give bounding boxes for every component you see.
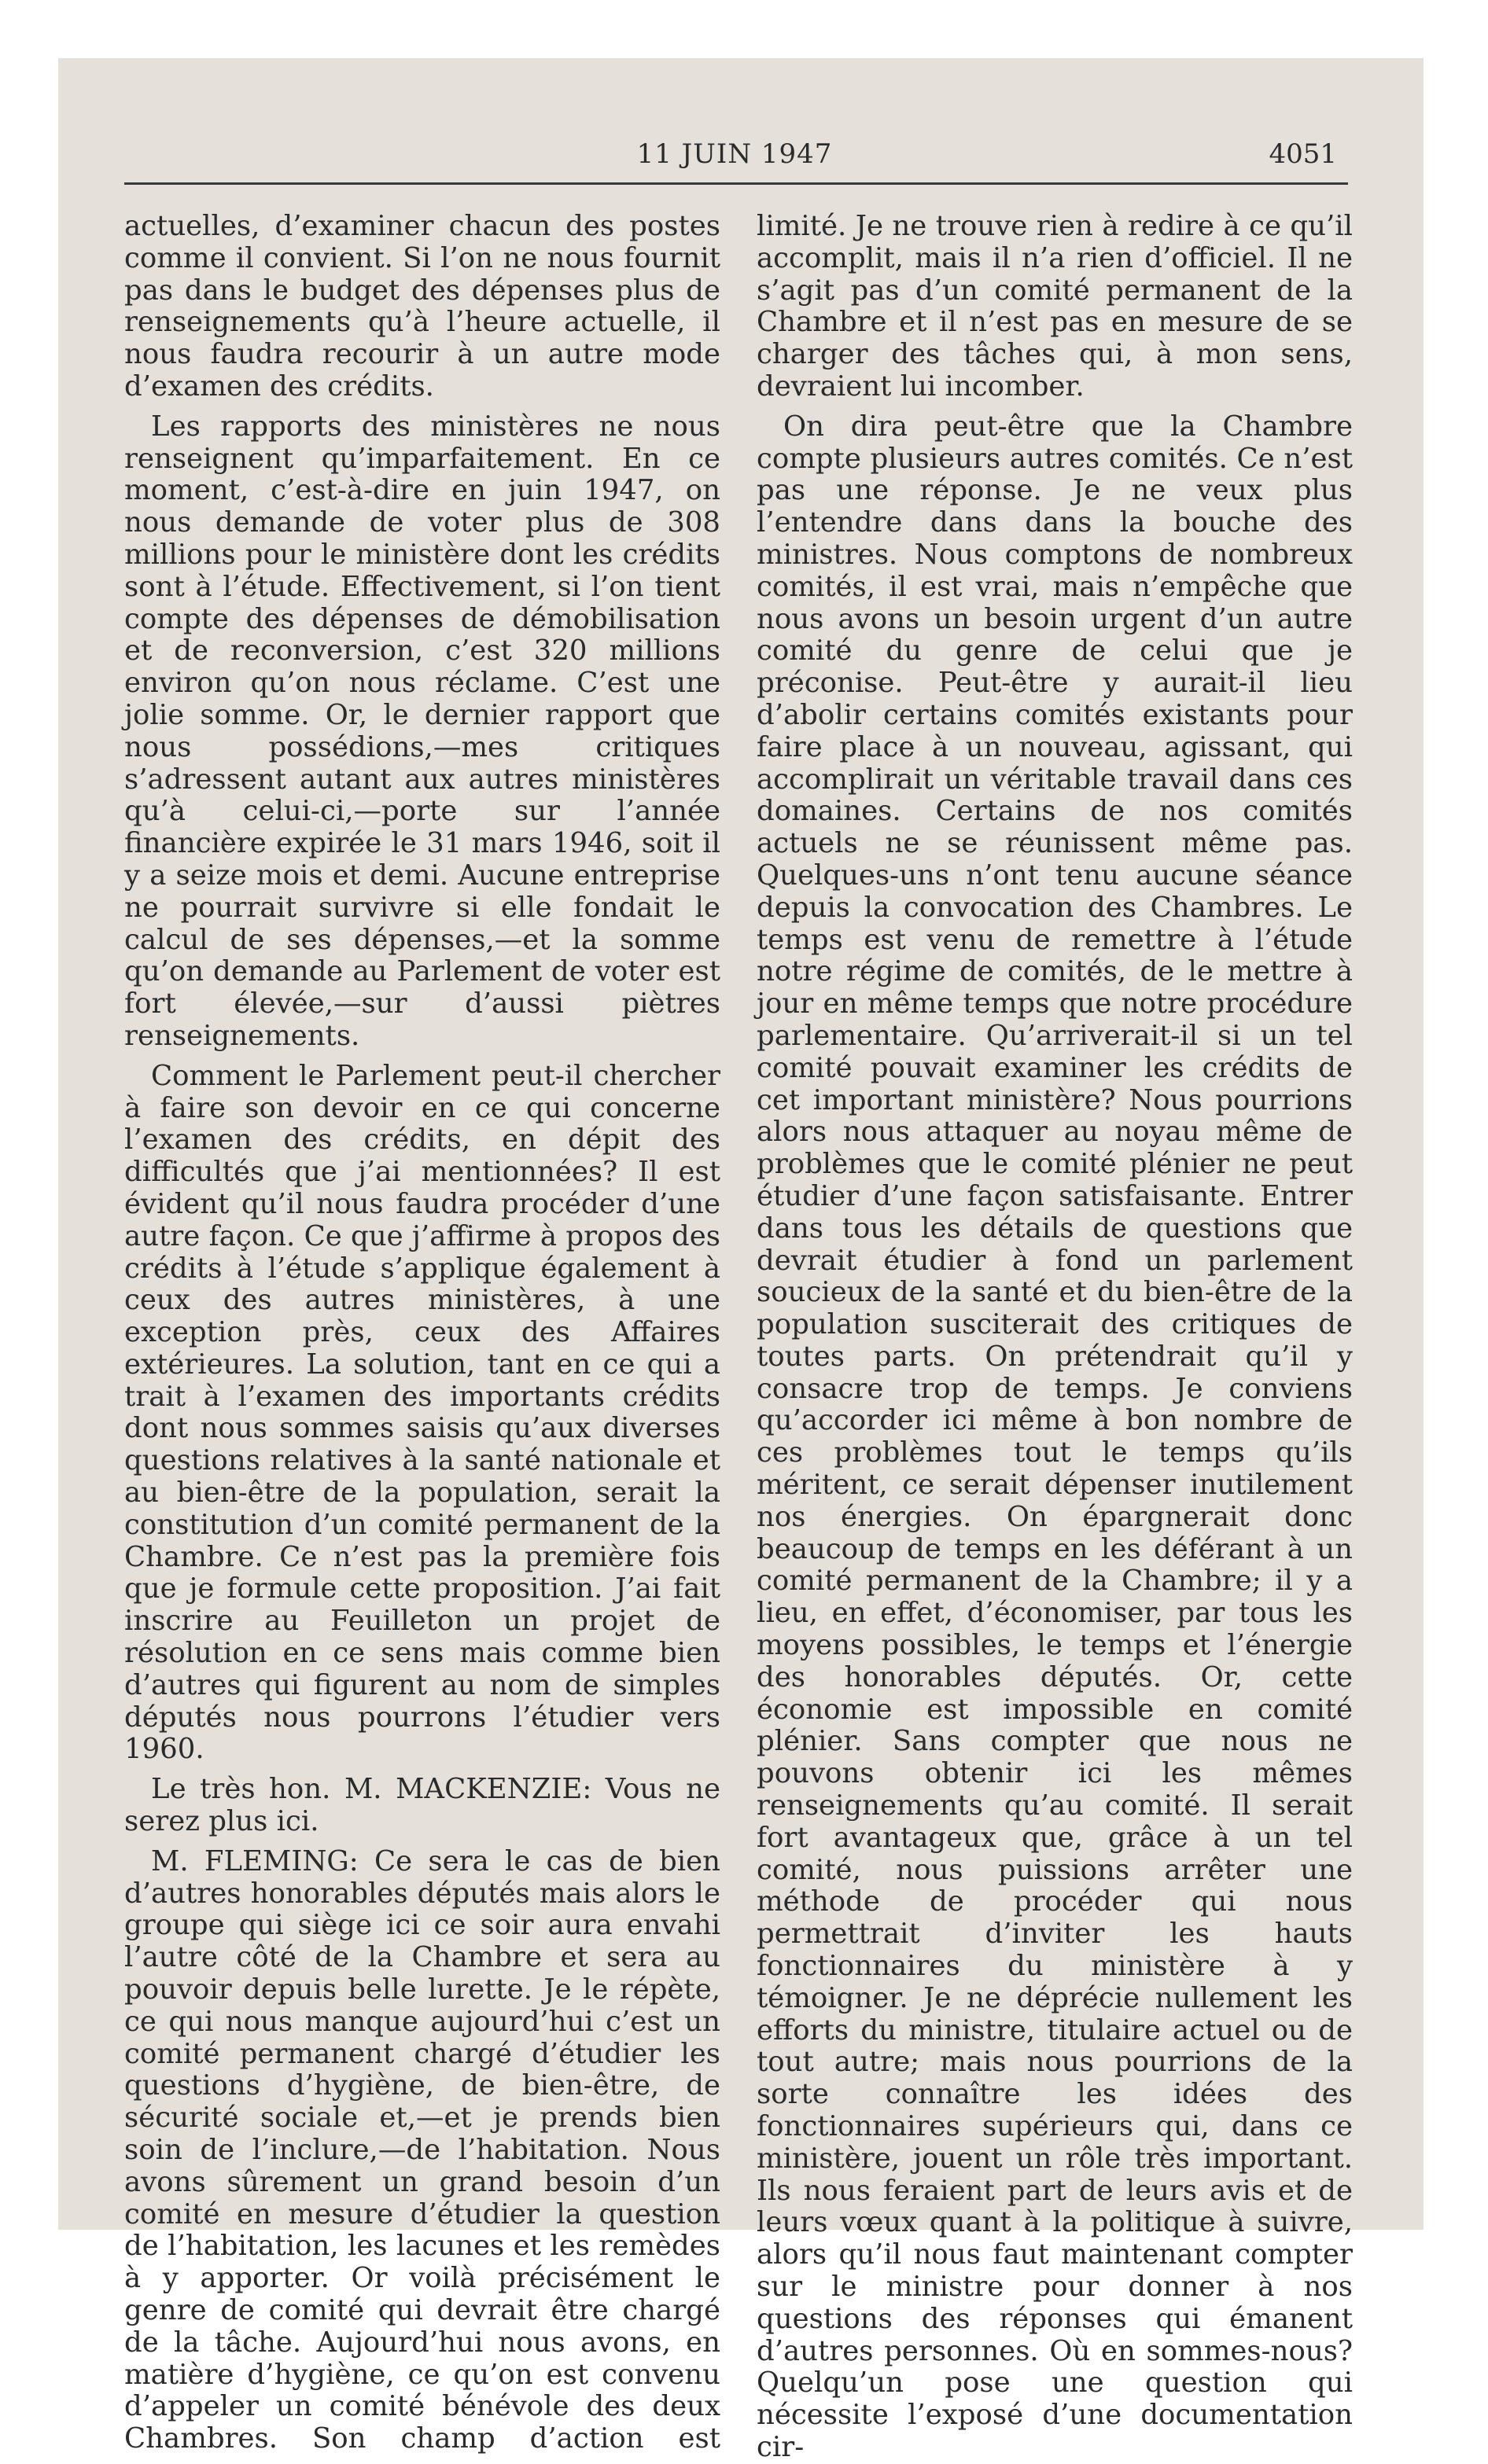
paragraph: limité. Je ne trouve rien à redire à ce qu’il accomplit, mais il n’a rien d’officiel. Il ne s’agit pas d’un comité permanent de la Chambre et il n’est pas en mesure de se charger des tâches qui, à mon sens, devraient lui incomber. — [757, 210, 1353, 403]
page-date: 11 JUIN 1947 — [636, 138, 833, 170]
paragraph: M. FLEMING: Ce sera le cas de bien d’autres honorables députés mais alors le groupe qui siège ici ce soir aura envahi l’autre côté de la Chambre et sera au pouvoir depuis belle lurette. Je le répète, ce qui nous manque aujourd’hui c’est un comité permanent chargé d’étudier les questions d’hygiène, de bien-être, de sécurité sociale et,—et je prends bien soin de l’inclure,—de l’habitation. Nous avons sûrement un grand besoin d’un comité en mesure d’étudier la question de l’habitation, les lacunes et les remèdes à y apporter. Or voilà précisément le genre de comité qui devrait être chargé de la tâche. Aujourd’hui nous avons, en matière d’hygiène, ce qu’on est convenu d’appeler un comité bénévole des deux Chambres. Son champ d’action est — [124, 1844, 720, 2455]
left-column — [124, 211, 720, 2455]
header-rule — [124, 182, 1348, 185]
paragraph: actuelles, d’examiner chacun des postes comme il convient. Si l’on ne nous fournit pas dans le budget des dépenses plus de renseignements qu’à l’heure actuelle, il nous faudra recourir à un autre mode d’examen des crédits. — [124, 210, 720, 403]
page-header — [124, 134, 1345, 189]
paragraph: On dira peut-être que la Chambre compte plusieurs autres comités. Ce n’est pas une réponse. Je ne veux plus l’entendre dans dans la bouche des ministres. Nous comptons de nombreux comités, il est vrai, mais n’empêche que nous avons un besoin urgent d’un autre comité du genre de celui que je préconise. Peut-être y aurait-il lieu d’abolir certains comités existants pour faire place à un nouveau, agissant, qui accomplirait un véritable travail dans ces domaines. Certains de nos comités actuels ne se réunissent même pas. Quelques-uns n’ont tenu aucune séance depuis la convocation des Chambres. Le temps est venu de remettre à l’étude notre régime de comités, de le mettre à jour en même temps que notre procédure parlementaire. Qu’arriverait-il si un tel comité pouvait examiner les crédits de cet important ministère? Nous pourrions alors nous attaquer au noyau même de problèmes que le comité plénier ne peut étudier d’une façon satisfaisante. Entrer dans tous les détails de questions que devrait étudier à fond un parlement soucieux de la santé et du bien-être de la population susciterait des critiques de toutes parts. On prétendrait qu’il y consacre trop de temps. Je conviens qu’accorder ici même à bon nombre de ces problèmes tout le temps qu’ils méritent, ce serait dépenser inutilement nos énergies. On épargnerait donc beaucoup de temps en les déférant à un comité permanent de la Chambre; il y a lieu, en effet, d’économiser, par tous les moyens possibles, le temps et l’énergie des honorables députés. Or, cette économie est impossible en comité plénier. Sans compter que nous ne pouvons obtenir ici les mêmes renseignements qu’au comité. Il serait fort avantageux que, grâce à un tel comité, nous puissions arrêter une méthode de procéder qui nous permettrait d’inviter les hauts fonctionnaires du ministère à y témoigner. Je ne déprécie nullement les efforts du ministre, titulaire actuel ou de tout autre; mais nous pourrions de la sorte connaître les idées des fonctionnaires supérieurs qui, dans ce ministère, jouent un rôle très important. Ils nous feraient part de leurs avis et de leurs vœux quant à la politique à suivre, alors qu’il nous faut maintenant compter sur le ministre pour donner à nos questions des réponses qui émanent d’autres personnes. Où en sommes-nous? Quelqu’un pose une question qui nécessite l’exposé d’une documentation cir- — [757, 410, 1353, 2463]
paragraph: Comment le Parlement peut-il chercher à faire son devoir en ce qui concerne l’examen des crédits, en dépit des difficultés que j’ai mentionnées? Il est évident qu’il nous faudra procéder d’une autre façon. Ce que j’affirme à propos des crédits à l’étude s’applique également à ceux des autres ministères, à une exception près, ceux des Affaires extérieures. La solution, tant en ce qui a trait à l’examen des importants crédits dont nous sommes saisis qu’aux diverses questions relatives à la santé nationale et au bien-être de la population, serait la constitution d’un comité permanent de la Chambre. Ce n’est pas la première fois que je formule cette proposition. J’ai fait inscrire au Feuilleton un projet de résolution en ce sens mais comme bien d’autres qui figurent au nom de simples députés nous pourrons l’étudier vers 1960. — [124, 1059, 720, 1766]
page-number: 4051 — [1269, 138, 1337, 170]
paragraph: Les rapports des ministères ne nous renseignent qu’imparfaitement. En ce moment, c’est-à-dire en juin 1947, on nous demande de voter plus de 308 millions pour le ministère dont les crédits sont à l’étude. Effectivement, si l’on tient compte des dépenses de démobilisation et de reconversion, c’est 320 millions environ qu’on nous réclame. C’est une jolie somme. Or, le dernier rapport que nous possédions,—mes critiques s’adressent autant aux autres ministères qu’à celui-ci,—porte sur l’année financière expirée le 31 mars 1946, soit il y a seize mois et demi. Aucune entreprise ne pourrait survivre si elle fondait le calcul de ses dépenses,—et la somme qu’on demande au Parlement de voter est fort élevée,—sur d’aussi piètres renseignements. — [124, 410, 720, 1052]
right-column — [757, 211, 1353, 2464]
paragraph: Le très hon. M. MACKENZIE: Vous ne serez plus ici. — [124, 1773, 720, 1838]
